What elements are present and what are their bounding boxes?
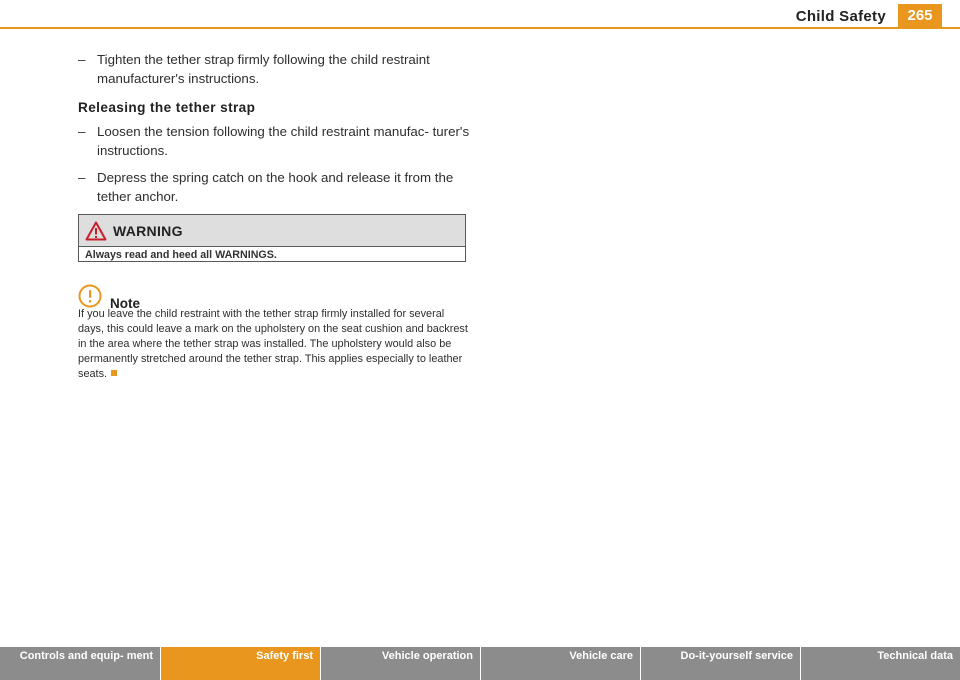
footer-tab-label: Do-it-yourself service — [680, 650, 793, 662]
main-content — [78, 50, 470, 214]
footer-tab-safety-first[interactable] — [161, 647, 321, 680]
instruction-text: Tighten the tether strap firmly following the child restraint manufacturer's instructions. — [97, 52, 430, 86]
dash-marker: – — [78, 52, 86, 67]
note-body: If you leave the child restraint with the tether strap firmly installed for several days, this could leave a mark on the upholstery on the seat cushion and backrest in the area where the tether strap was installed. The upholstery would also be permanently stretched around the tether strap. This applies especially to leather seats. — [78, 308, 468, 380]
warning-title: WARNING — [113, 222, 183, 239]
dash-marker: – — [78, 124, 86, 139]
footer-tab-label: Technical data — [877, 650, 953, 662]
dash-marker: – — [78, 170, 86, 185]
warning-header — [79, 215, 465, 247]
footer-tab-label: Vehicle operation — [381, 650, 473, 662]
instruction-text: Depress the spring catch on the hook and release it from the tether anchor. — [97, 170, 454, 204]
section-title: Child Safety — [795, 8, 886, 25]
subheading: Releasing the tether strap — [78, 100, 256, 115]
instruction-item — [78, 122, 470, 160]
footer-tab-vehicle-care[interactable] — [481, 647, 641, 680]
note-text — [78, 307, 470, 382]
warning-box — [78, 214, 466, 262]
warning-text: Always read and heed all WARNINGS. — [85, 249, 277, 261]
footer-tab-diy-service[interactable] — [641, 647, 801, 680]
footer-tab-label: Vehicle care — [569, 650, 633, 662]
footer-tab-technical-data[interactable] — [801, 647, 960, 680]
instruction-item — [78, 168, 470, 206]
footer-tab-label: Safety first — [256, 650, 313, 662]
end-of-section-marker — [111, 370, 117, 376]
note-title: Note — [110, 296, 140, 311]
warning-triangle-icon — [85, 221, 107, 241]
footer-tab-controls[interactable] — [0, 647, 161, 680]
instruction-item — [78, 50, 470, 88]
instruction-text: Loosen the tension following the child restraint manufac- turer's instructions. — [97, 124, 470, 158]
footer-nav — [0, 647, 960, 680]
page-number: 265 — [898, 4, 942, 28]
header-rule — [0, 27, 960, 29]
footer-tab-vehicle-operation[interactable] — [321, 647, 481, 680]
footer-tab-label: Controls and equip- ment — [19, 650, 153, 662]
